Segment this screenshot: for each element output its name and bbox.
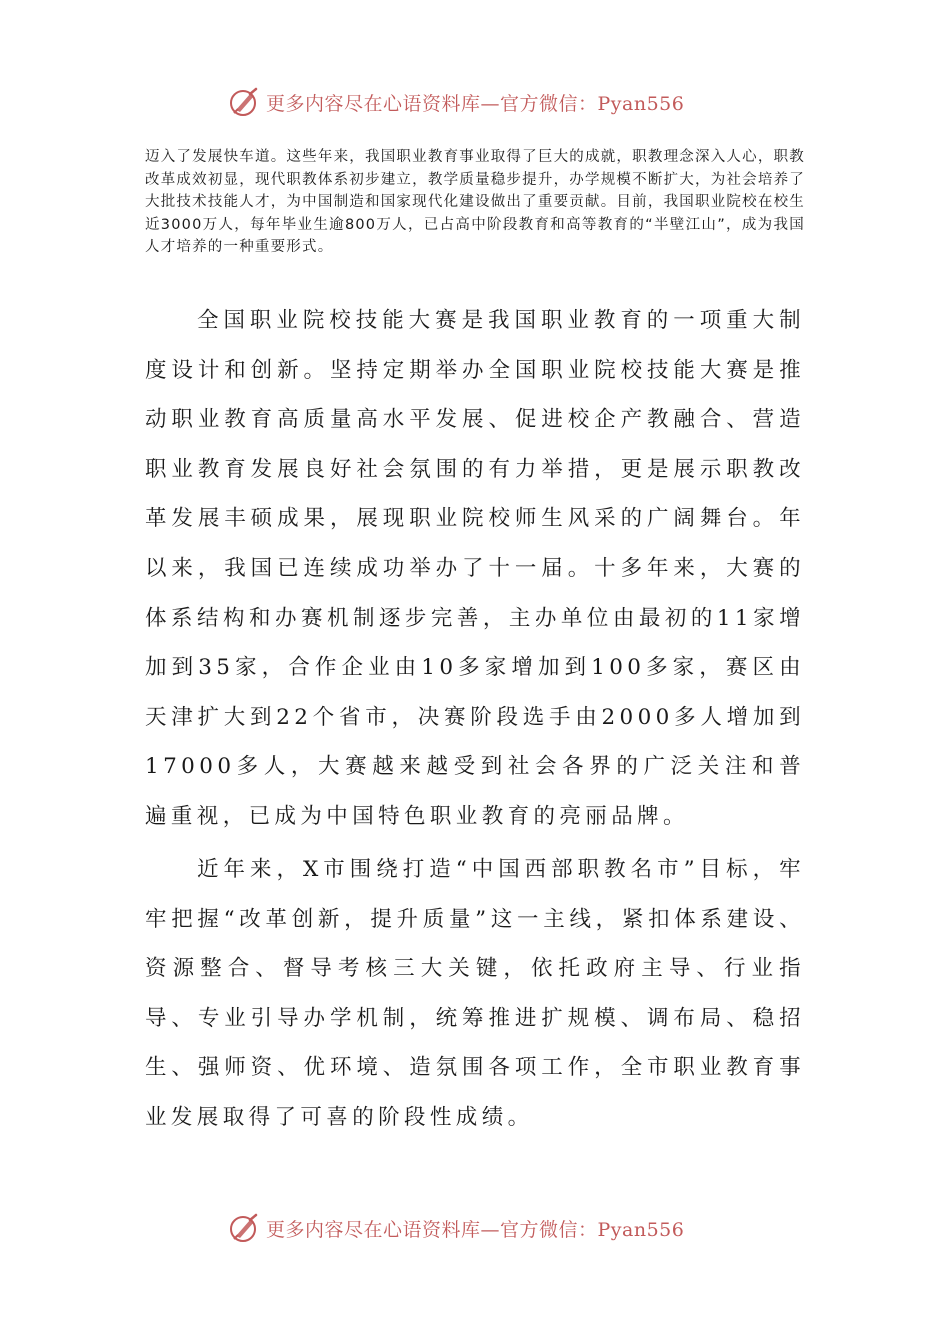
intro-paragraph: 迈入了发展快车道。这些年来，我国职业教育事业取得了巨大的成就，职教理念深入人心，职教改革成效初显，现代职教体系初步建立，教学质量稳步提升，办学规模不断扩大，为社会培养了大批技术技能人才，为中国制造和国家现代化建设做出了重要贡献。目前，我国职业院校在校生近3000万人，每年毕业生逾800万人，已占高中阶段教育和高等教育的“半壁江山”，成为我国人才培养的一种重要形式。: [145, 149, 805, 255]
header-banner: [228, 86, 728, 118]
body-paragraph-skills-competition: 全国职业院校技能大赛是我国职业教育的一项重大制度设计和创新。坚持定期举办全国职业院校技能大赛是推动职业教育高质量高水平发展、促进校企产教融合、营造职业教育发展良好社会氛围的有力举措，更是展示职教改革发展丰硕成果，展现职业院校师生风采的广阔舞台。年以来，我国已连续成功举办了十一届。十多年来，大赛的体系结构和办赛机制逐步完善，主办单位由最初的11家增加到35家，合作企业由10多家增加到100多家，赛区由天津扩大到22个省市，决赛阶段选手由2000多人增加到17000多人，大赛越来越受到社会各界的广泛关注和普遍重视，已成为中国特色职业教育的亮丽品牌。: [145, 308, 805, 829]
body-paragraph-city-progress: 近年来，X市围绕打造“中国西部职教名市”目标，牢牢把握“改革创新，提升质量”这一主线，紧扣体系建设、资源整合、督导考核三大关键，依托政府主导、行业指导、专业引导办学机制，统筹推进扩规模、调布局、稳招生、强师资、优环境、造氛围各项工作，全市职业教育事业发展取得了可喜的阶段性成绩。: [145, 857, 805, 1130]
pen-logo-icon: [228, 1212, 260, 1244]
banner-text: 更多内容尽在心语资料库—官方微信：Pyan556: [266, 92, 685, 115]
footer-banner: [228, 1212, 728, 1244]
banner-text: 更多内容尽在心语资料库—官方微信：Pyan556: [266, 1218, 685, 1241]
pen-logo-icon: [228, 86, 260, 118]
